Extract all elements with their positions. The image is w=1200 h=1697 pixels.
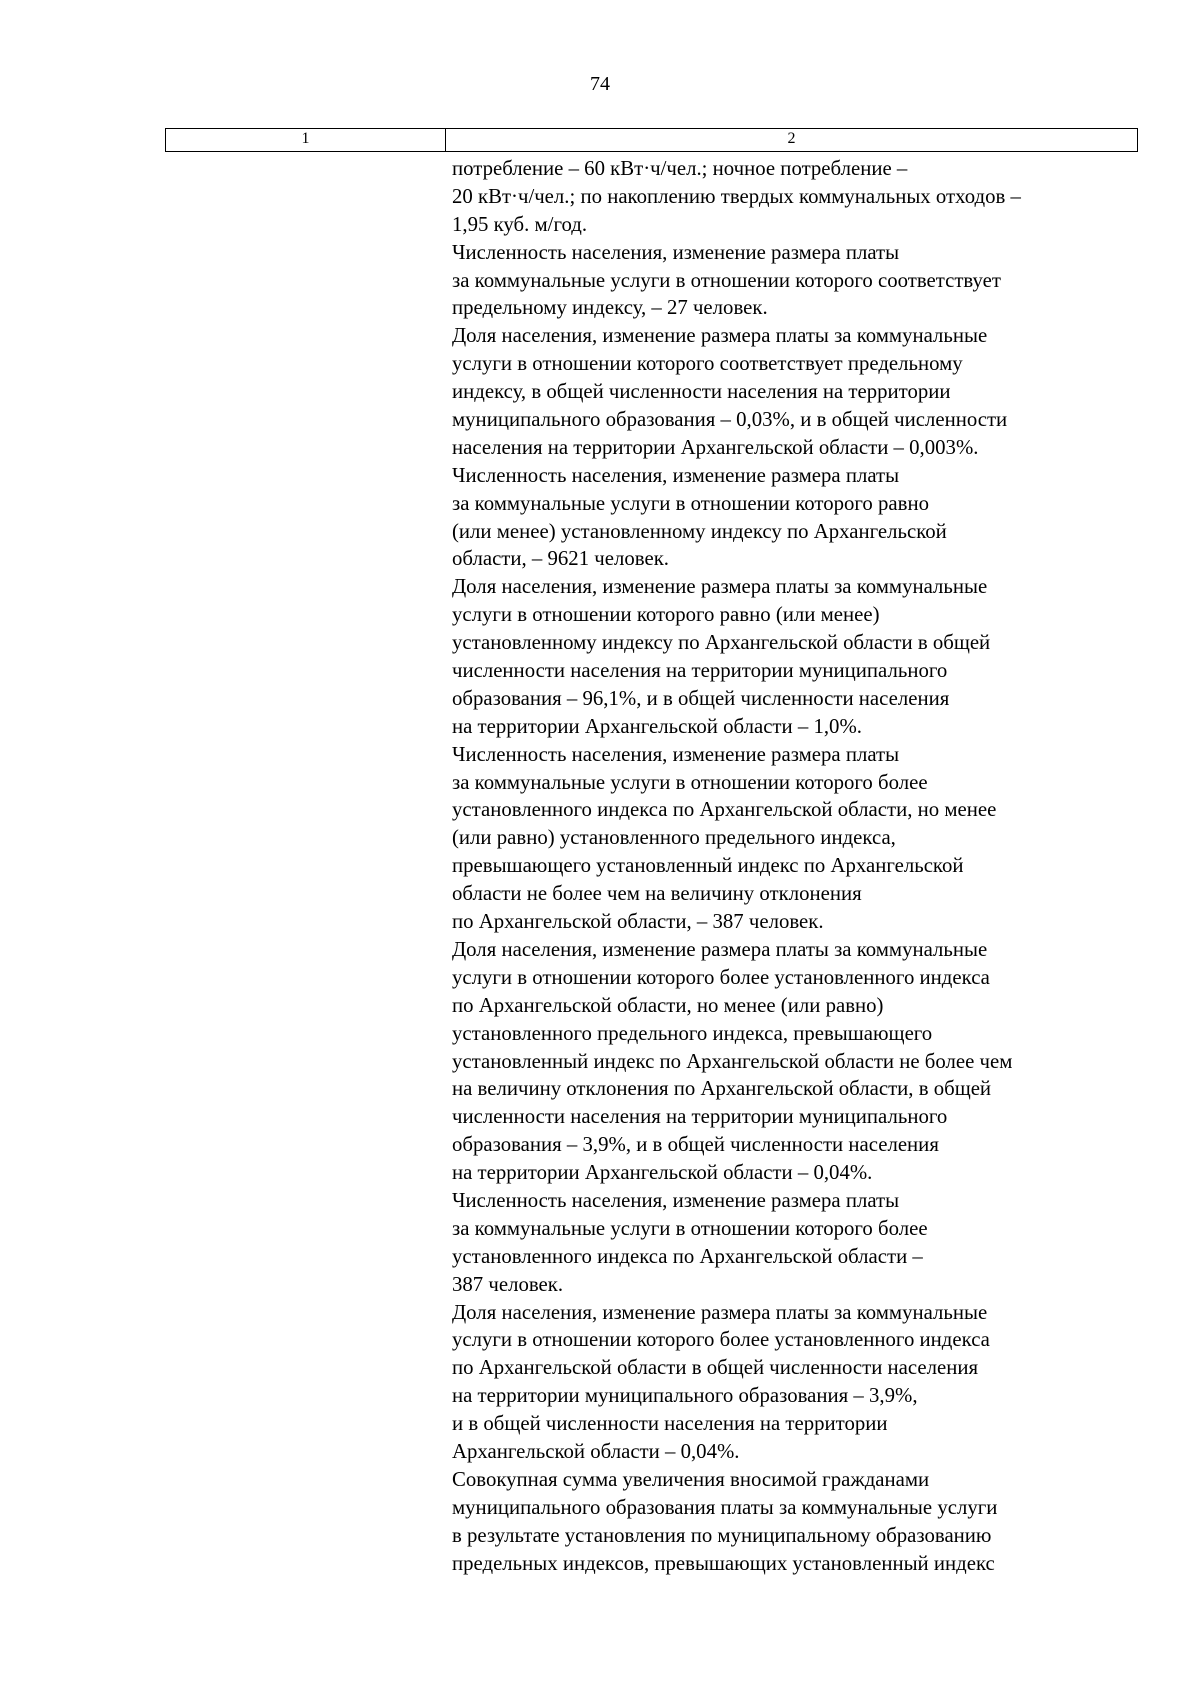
text-line: 20 кВт·ч/чел.; по накоплению твердых коммунальных отходов –	[452, 184, 1021, 208]
text-line: установленному индексу по Архангельской области в общей	[452, 631, 991, 655]
text-line: муниципального образования платы за коммунальные услуги	[452, 1495, 998, 1519]
text-line: установленного индекса по Архангельской области –	[452, 1244, 923, 1268]
text-line: (или равно) установленного предельного индекса,	[452, 826, 896, 850]
text-line: Доля населения, изменение размера платы за коммунальные	[452, 575, 988, 599]
text-line: Архангельской области – 0,04%.	[452, 1439, 740, 1463]
text-line: установленный индекс по Архангельской области не более чем	[452, 1049, 1013, 1073]
text-line: за коммунальные услуги в отношении которого соответствует	[452, 268, 1001, 292]
text-line: за коммунальные услуги в отношении которого более	[452, 1216, 928, 1240]
text-line: Численность населения, изменение размера платы	[452, 1188, 900, 1212]
text-line: за коммунальные услуги в отношении которого более	[452, 770, 928, 794]
text-line: установленного индекса по Архангельской области, но менее	[452, 798, 997, 822]
text-line: численности населения на территории муниципального	[452, 1105, 948, 1129]
table-column-header	[165, 128, 1138, 152]
column-number-1: 1	[166, 129, 446, 151]
text-line: образования – 96,1%, и в общей численности населения	[452, 686, 950, 710]
text-line: области, – 9621 человек.	[452, 547, 670, 571]
text-line: (или менее) установленному индексу по Архангельской	[452, 519, 947, 543]
text-line: услуги в отношении которого более установленного индекса	[452, 965, 990, 989]
text-line: установленного предельного индекса, превышающего	[452, 1021, 933, 1045]
text-line: населения на территории Архангельской области – 0,003%.	[452, 435, 979, 459]
text-line: и в общей численности населения на территории	[452, 1412, 888, 1436]
text-line: на территории Архангельской области – 1,0%.	[452, 714, 862, 738]
text-line: Численность населения, изменение размера платы	[452, 742, 900, 766]
text-line: на территории Архангельской области – 0,04%.	[452, 1161, 873, 1185]
text-line: Численность населения, изменение размера платы	[452, 240, 900, 264]
text-line: индексу, в общей численности населения на территории	[452, 380, 951, 404]
text-line: потребление – 60 кВт·ч/чел.; ночное потребление –	[452, 157, 908, 180]
text-line: Доля населения, изменение размера платы за коммунальные	[452, 937, 988, 961]
text-line: на величину отклонения по Архангельской области, в общей	[452, 1077, 992, 1101]
text-line: муниципального образования – 0,03%, и в общей численности	[452, 408, 1008, 432]
page-number: 74	[590, 73, 610, 95]
text-line: численности населения на территории муниципального	[452, 659, 948, 683]
column-number-2: 2	[787, 130, 796, 147]
text-line: по Архангельской области, – 387 человек.	[452, 910, 824, 934]
text-line: по Архангельской области, но менее (или равно)	[452, 993, 884, 1017]
text-line: по Архангельской области в общей численности населения	[452, 1356, 979, 1380]
text-line: услуги в отношении которого равно (или менее)	[452, 603, 880, 627]
text-line: Совокупная сумма увеличения вносимой гражданами	[452, 1467, 930, 1491]
text-line: за коммунальные услуги в отношении которого равно	[452, 491, 929, 515]
text-line: превышающего установленный индекс по Архангельской	[452, 854, 964, 878]
text-line: услуги в отношении которого более установленного индекса	[452, 1328, 990, 1352]
text-line: услуги в отношении которого соответствует предельному	[452, 352, 963, 376]
text-line: предельных индексов, превышающих установленный индекс	[452, 1551, 995, 1575]
text-line: образования – 3,9%, и в общей численности населения	[452, 1133, 939, 1157]
text-line: Численность населения, изменение размера платы	[452, 463, 900, 487]
text-line: Доля населения, изменение размера платы за коммунальные	[452, 324, 988, 348]
text-line: в результате установления по муниципальному образованию	[452, 1523, 992, 1547]
text-line: области не более чем на величину отклонения	[452, 882, 862, 906]
text-line: предельному индексу, – 27 человек.	[452, 296, 768, 320]
text-line: 387 человек.	[452, 1272, 564, 1296]
text-line: 1,95 куб. м/год.	[452, 212, 588, 236]
text-line: на территории муниципального образования – 3,9%,	[452, 1384, 918, 1408]
text-line: Доля населения, изменение размера платы за коммунальные	[452, 1300, 988, 1324]
document-body-text	[452, 155, 1132, 1577]
